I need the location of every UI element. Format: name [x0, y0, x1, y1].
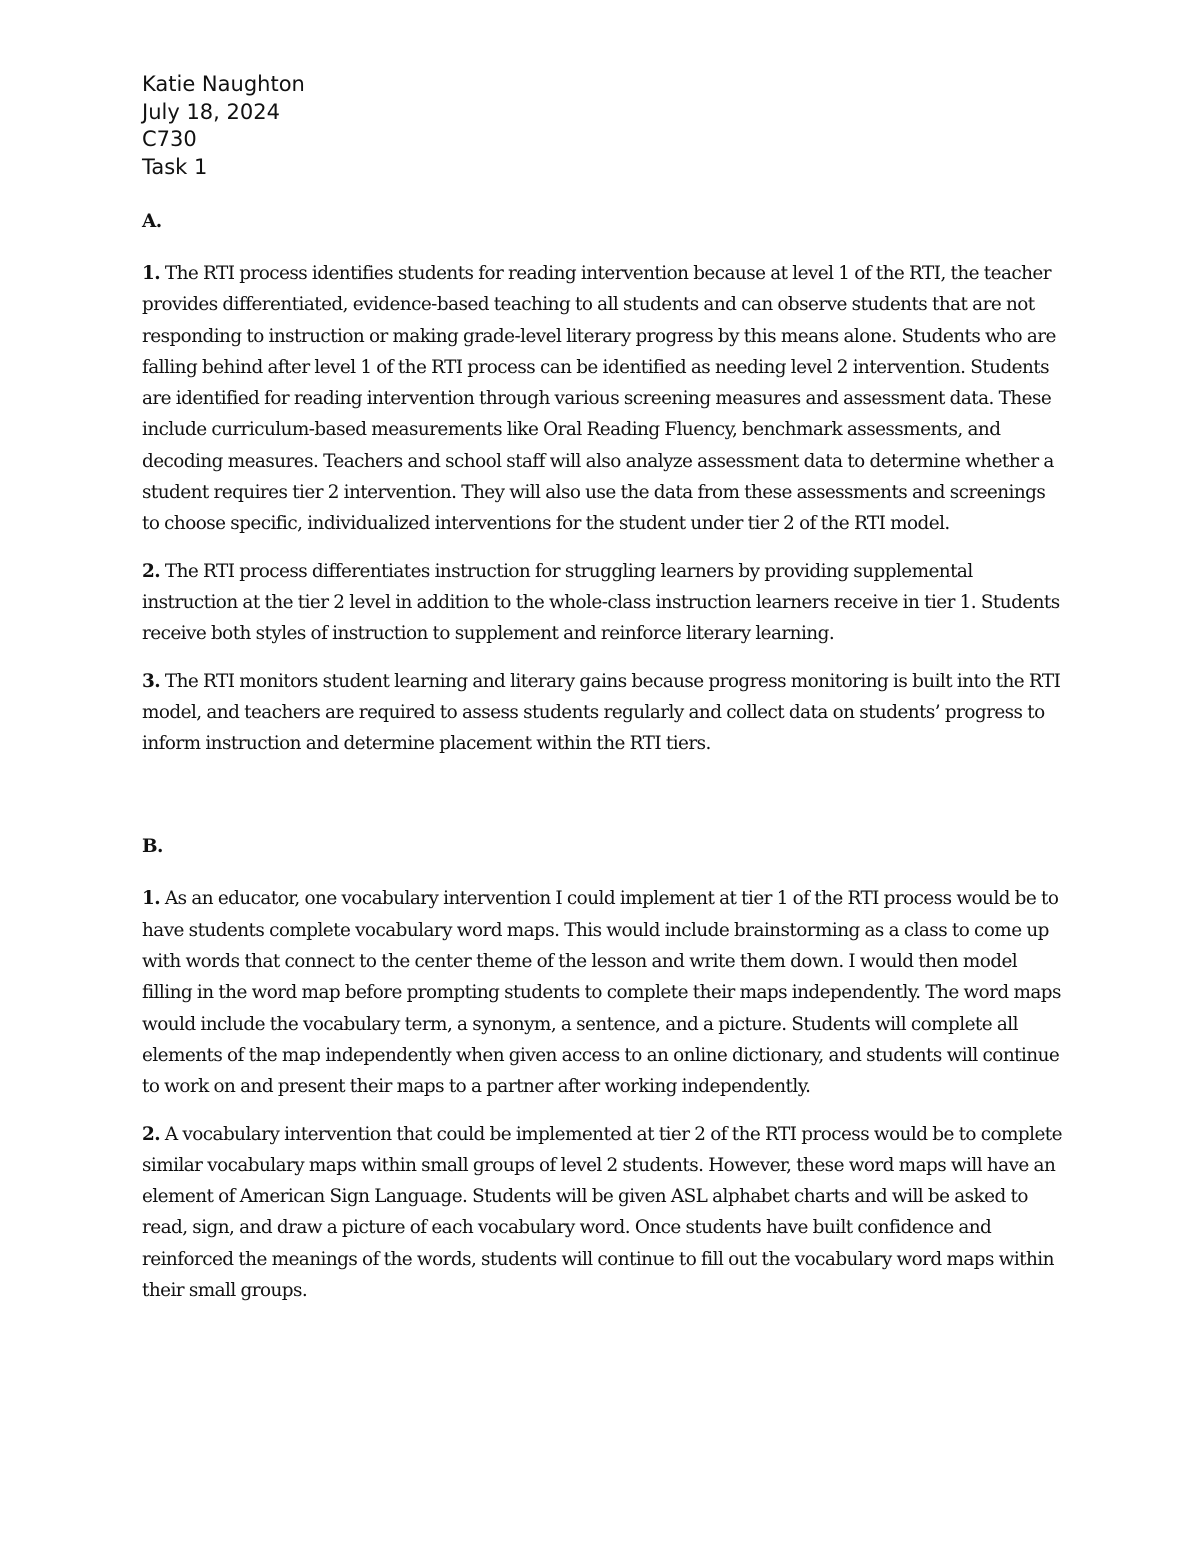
item-number: 2.: [142, 1123, 161, 1145]
document-body: [142, 206, 1062, 1322]
section-a-item-2: [142, 556, 1062, 650]
item-text: The RTI process differentiates instruction for struggling learners by providing supplemental instruction at the tier 2 level in addition to the whole-class instruction learners receive in tier 1. Students receive both styles of instruction to supplement and reinforce literary learning.: [142, 560, 1060, 645]
section-a-item-3: [142, 666, 1062, 760]
task-title: Task 1: [142, 154, 208, 179]
section-a-heading: A.: [142, 211, 162, 232]
item-number: 1.: [142, 263, 161, 284]
item-number: 1.: [142, 888, 161, 910]
course-code: C730: [142, 127, 197, 151]
item-number: 3.: [142, 670, 161, 692]
document-header: [142, 71, 305, 181]
section-b-heading: B.: [142, 836, 163, 858]
section-a-item-1: [142, 258, 1062, 540]
item-text: The RTI monitors student learning and literary gains because progress monitoring is built into the RTI model, and teachers are required to assess students regularly and collect data on students’ progress to inform instruction and determine placement within the RTI tiers.: [142, 670, 1061, 755]
item-text: A vocabulary intervention that could be implemented at tier 2 of the RTI process would be to complete similar vocabulary maps within small groups of level 2 students. However, these word maps will have an element of American Sign Language. Students will be given ASL alphabet charts and will be asked to read, sign, and draw a picture of each vocabulary word. Once students have built confidence and reinforced the meanings of the words, students will continue to fill out the vocabulary word maps within their small groups.: [142, 1123, 1062, 1302]
section-b-item-2: [142, 1119, 1062, 1307]
item-text: As an educator, one vocabulary intervention I could implement at tier 1 of the RTI process would be to have students complete vocabulary word maps. This would include brainstorming as a class to come up with words that connect to the center theme of the lesson and write them down. I would then model filling in the word map before prompting students to complete their maps independently. The word maps would include the vocabulary term, a synonym, a sentence, and a picture. Students will complete all elements of the map independently when given access to an online dictionary, and students will continue to work on and present their maps to a partner after working independently.: [142, 888, 1061, 1098]
author-name: Katie Naughton: [142, 72, 305, 96]
section-b-item-1: [142, 883, 1062, 1102]
item-number: 2.: [142, 560, 161, 582]
document-date: July 18, 2024: [142, 99, 280, 124]
item-text: The RTI process identifies students for reading intervention because at level 1 of the RTI, the teacher provides differentiated, evidence-based teaching to all students and can observe students that are not responding to instruction or making grade-level literary progress by this means alone. Students who are falling behind after level 1 of the RTI process can be identified as needing level 2 intervention. Students are identified for reading intervention through various screening measures and assessment data. These include curriculum-based measurements like Oral Reading Fluency, benchmark assessments, and decoding measures. Teachers and school staff will also analyze assessment data to determine whether a student requires tier 2 intervention. They will also use the data from these assessments and screenings to choose specific, individualized interventions for the student under tier 2 of the RTI model.: [142, 263, 1056, 535]
